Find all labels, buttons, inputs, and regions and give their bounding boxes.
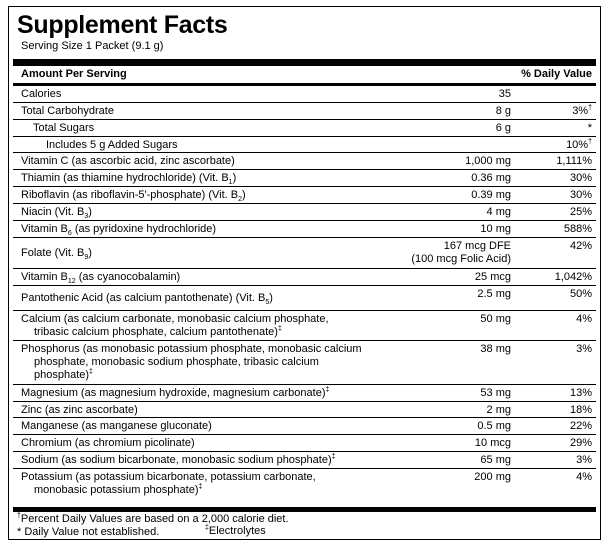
nutrient-dv: 30% <box>569 189 592 201</box>
nutrient-name: Zinc (as zinc ascorbate) <box>21 404 138 416</box>
name-continuation <box>21 369 421 382</box>
dv-mark: † <box>588 138 592 146</box>
panel-title: Supplement Facts <box>17 11 228 39</box>
name-line: Phosphorus (as monobasic potassium phosphate, monobasic calcium <box>21 343 362 355</box>
nutrient-amount: 35 <box>498 88 511 100</box>
nutrient-name: Calories <box>21 88 62 100</box>
nutrient-amount: 10 mg <box>480 223 511 235</box>
nutrient-dv: 4% <box>576 471 592 483</box>
nutrient-dv: 42% <box>569 240 592 252</box>
nutrient-dv: 22% <box>569 420 592 432</box>
name-part: ) <box>88 247 92 259</box>
nutrient-dv: 13% <box>569 387 592 399</box>
name-sub: 3 <box>84 213 89 221</box>
nutrient-amount: 0.39 mg <box>471 189 511 201</box>
nutrient-name <box>21 387 421 400</box>
bottom-divider <box>13 507 596 512</box>
nutrient-name: Manganese (as manganese gluconate) <box>21 420 212 432</box>
nutrient-dv: 29% <box>569 437 592 449</box>
table-row <box>13 269 596 286</box>
name-line: phosphate) <box>34 369 90 381</box>
name-part: Riboflavin (as riboflavin-5'-phosphate) (Vit. B <box>21 189 239 201</box>
nutrient-amount: 53 mg <box>480 387 511 399</box>
table-row <box>13 238 596 269</box>
nutrient-dv: 588% <box>563 223 592 235</box>
nutrient-dv: 4% <box>576 313 592 325</box>
name-part: ) <box>232 172 237 184</box>
nutrient-name <box>21 471 421 497</box>
nutrient-amount: 38 mg <box>480 343 511 355</box>
name-sub: 12 <box>67 278 76 286</box>
nutrient-name: Chromium (as chromium picolinate) <box>21 437 195 449</box>
name-continuation <box>21 326 421 339</box>
table-row <box>13 187 596 204</box>
name-line: tribasic calcium phosphate, calcium pantothenate) <box>34 326 278 338</box>
nutrient-name <box>21 206 421 219</box>
footnote-text: Electrolytes <box>208 525 266 537</box>
nutrient-name <box>21 343 421 382</box>
nutrient-name: Total Carbohydrate <box>21 105 114 117</box>
dv-value: 3% <box>572 105 589 117</box>
name-sub: 2 <box>238 196 243 204</box>
name-part: Pantothenic Acid (as calcium pantothenate) (Vit. B <box>21 292 266 304</box>
supplement-facts-panel <box>8 6 601 540</box>
nutrient-dv: 3% <box>576 343 592 355</box>
table-row <box>13 153 596 170</box>
electrolyte-mark: ‡ <box>331 453 336 461</box>
name-line: monobasic potassium phosphate) <box>34 484 199 496</box>
dv-header: % Daily Value <box>521 68 592 80</box>
name-sub: 5 <box>265 299 270 307</box>
name-line: Magnesium (as magnesium hydroxide, magnesium carbonate) <box>21 387 326 399</box>
nutrient-dv: 1,111% <box>556 155 592 167</box>
amount-line: 167 mcg DFE <box>443 240 511 252</box>
electrolyte-mark: ‡ <box>325 386 330 394</box>
footnote-not-established <box>17 526 159 538</box>
table-row <box>13 204 596 221</box>
footnote-electrolytes <box>205 525 266 537</box>
nutrient-dv: 50% <box>569 288 592 300</box>
name-part: Vitamin B <box>21 223 68 235</box>
nutrient-dv: 1,042% <box>554 271 592 283</box>
table-row <box>13 86 596 103</box>
nutrient-name <box>21 189 421 202</box>
amount-header: Amount Per Serving <box>21 68 127 80</box>
table-row <box>13 402 596 418</box>
name-line: Calcium (as calcium carbonate, monobasic calcium phosphate, <box>21 313 329 325</box>
electrolyte-mark: ‡ <box>277 325 282 333</box>
name-part: Niacin (Vit. B <box>21 206 85 218</box>
table-row <box>13 137 596 153</box>
table-row <box>13 418 596 435</box>
dv-mark: † <box>588 104 592 112</box>
name-part: Thiamin (as thiamine hydrochloride) (Vit. B <box>21 172 229 184</box>
nutrient-amount: 1,000 mg <box>465 155 511 167</box>
electrolyte-mark: ‡ <box>198 483 203 491</box>
name-part: Folate (Vit. B <box>21 247 85 259</box>
table-row <box>13 286 596 311</box>
table-row <box>13 103 596 120</box>
nutrient-name: Includes 5 g Added Sugars <box>46 139 178 151</box>
nutrient-amount: 6 g <box>495 122 511 134</box>
name-sub: 1 <box>228 179 233 187</box>
nutrient-list <box>13 86 596 501</box>
nutrient-dv: * <box>587 122 592 134</box>
nutrient-dv <box>572 105 592 118</box>
footnote-text: Percent Daily Values are based on a 2,000 calorie diet. <box>20 513 289 525</box>
name-part: Vitamin B <box>21 271 68 283</box>
nutrient-amount: 50 mg <box>480 313 511 325</box>
name-part: ) <box>269 292 273 304</box>
name-part: ) <box>242 189 246 201</box>
footnote-dv-basis <box>17 513 289 525</box>
nutrient-name <box>21 292 421 305</box>
table-row <box>13 469 596 501</box>
nutrient-dv <box>566 139 592 152</box>
dagger-mark: † <box>17 512 21 520</box>
name-sub: 9 <box>84 254 89 262</box>
table-row <box>13 170 596 187</box>
nutrient-name: Total Sugars <box>33 122 95 134</box>
table-row <box>13 385 596 402</box>
nutrient-amount: 10 mcg <box>474 437 511 449</box>
nutrient-name <box>21 172 421 185</box>
nutrient-name <box>21 454 421 467</box>
electrolyte-mark: ‡ <box>89 368 93 376</box>
nutrient-amount: 65 mg <box>480 454 511 466</box>
table-row <box>13 452 596 469</box>
name-part: (as cyanocobalamin) <box>75 271 181 283</box>
dv-value: 10% <box>566 139 589 151</box>
double-dagger-mark: ‡ <box>205 524 209 532</box>
nutrient-name <box>21 247 421 260</box>
column-header <box>13 66 596 83</box>
nutrient-dv: 25% <box>569 206 592 218</box>
nutrient-name <box>21 271 421 284</box>
nutrient-amount: 0.5 mg <box>477 420 511 432</box>
table-row <box>13 435 596 452</box>
table-row <box>13 311 596 341</box>
name-sub: 6 <box>67 230 72 238</box>
nutrient-dv: 18% <box>569 404 592 416</box>
nutrient-amount: 8 g <box>495 105 511 117</box>
nutrient-amount: 25 mcg <box>474 271 511 283</box>
name-line: Potassium (as potassium bicarbonate, potassium carbonate, <box>21 471 316 483</box>
nutrient-amount: 4 mg <box>486 206 511 218</box>
name-line: Sodium (as sodium bicarbonate, monobasic sodium phosphate) <box>21 454 332 466</box>
name-continuation <box>21 484 421 497</box>
amount-line: (100 mcg Folic Acid) <box>411 253 511 265</box>
nutrient-name <box>21 223 421 236</box>
thick-divider <box>13 59 596 66</box>
serving-size: Serving Size 1 Packet (9.1 g) <box>21 40 164 52</box>
table-row <box>13 341 596 385</box>
nutrient-amount: 200 mg <box>474 471 511 483</box>
nutrient-name <box>21 313 421 339</box>
name-part: ) <box>88 206 92 218</box>
nutrient-amount <box>411 240 511 266</box>
name-part: (as pyridoxine hydrochloride) <box>71 223 217 235</box>
nutrient-dv: 3% <box>576 454 592 466</box>
footnote-text: * Daily Value not established. <box>17 526 160 538</box>
nutrient-dv: 30% <box>569 172 592 184</box>
nutrient-amount: 2 mg <box>486 404 511 416</box>
table-row <box>13 120 596 137</box>
table-row <box>13 221 596 238</box>
name-continuation: phosphate, monobasic sodium phosphate, tribasic calcium <box>34 356 319 368</box>
nutrient-amount: 2.5 mg <box>477 288 511 300</box>
nutrient-amount: 0.36 mg <box>471 172 511 184</box>
nutrient-name: Vitamin C (as ascorbic acid, zinc ascorbate) <box>21 155 235 167</box>
